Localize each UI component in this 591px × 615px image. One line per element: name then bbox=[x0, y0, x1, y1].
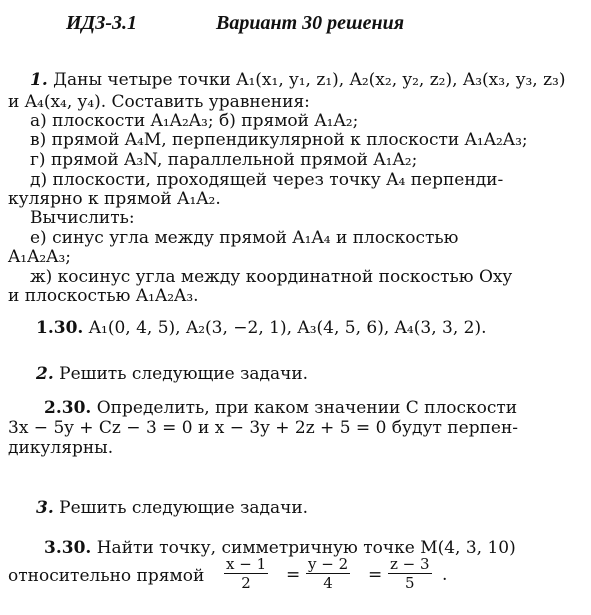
task1-line-5: г) прямой A₃N, параллельной прямой A₁A₂; bbox=[30, 150, 418, 170]
task1-line-11: ж) косинус угла между координатной поскостью Oxy bbox=[30, 267, 513, 287]
equals-sign-1: = bbox=[286, 565, 301, 585]
fraction-y-numerator: y − 2 bbox=[308, 555, 349, 573]
task1-line-2: и A₄(x₄, y₄). Составить уравнения: bbox=[8, 92, 310, 112]
header-variant: Вариант 30 решения bbox=[216, 12, 405, 34]
equals-sign-2: = bbox=[368, 565, 383, 585]
fraction-x bbox=[224, 555, 268, 592]
task1-line-4: в) прямой A₄M, перпендикулярной к плоскости A₁A₂A₃; bbox=[30, 130, 528, 150]
task2-line-3: дикулярны. bbox=[8, 438, 114, 458]
fraction-y-denominator: 4 bbox=[323, 574, 333, 592]
fraction-x-denominator: 2 bbox=[241, 574, 251, 592]
task1-variant bbox=[36, 318, 486, 338]
task2-line-1 bbox=[44, 398, 517, 418]
task3-line-2-prefix: относительно прямой bbox=[8, 566, 205, 586]
task3-number: 3. bbox=[36, 498, 54, 518]
task2-text-1: Определить, при каком значении C плоскости bbox=[96, 398, 518, 418]
task1-line-1 bbox=[30, 70, 566, 90]
task1-variant-number: 1.30. bbox=[36, 318, 84, 338]
task2-variant-number: 2.30. bbox=[44, 398, 92, 418]
task1-line-7: кулярно к прямой A₁A₂. bbox=[8, 189, 221, 209]
task1-variant-text: A₁(0, 4, 5), A₂(3, −2, 1), A₃(4, 5, 6), A₄(3, 3, 2). bbox=[88, 318, 487, 338]
task1-text-1: Даны четыре точки A₁(x₁, y₁, z₁), A₂(x₂, y₂, z₂), A₃(x₃, y₃, z₃) bbox=[53, 70, 566, 90]
task2-heading-line bbox=[36, 364, 308, 384]
fraction-y bbox=[306, 555, 350, 592]
task3-variant-number: 3.30. bbox=[44, 538, 92, 558]
fraction-x-numerator: x − 1 bbox=[226, 555, 267, 573]
task1-line-12: и плоскостью A₁A₂A₃. bbox=[8, 286, 199, 306]
fraction-z-numerator: z − 3 bbox=[390, 555, 430, 573]
task2-heading: Решить следующие задачи. bbox=[59, 364, 309, 384]
task1-line-10: A₁A₂A₃; bbox=[8, 247, 72, 267]
task3-heading-line bbox=[36, 498, 308, 518]
fraction-z bbox=[388, 555, 432, 592]
task2-line-2: 3x − 5y + Cz − 3 = 0 и x − 3y + 2z + 5 = 0 будут перпен- bbox=[8, 418, 519, 438]
final-period: . bbox=[442, 565, 448, 585]
task1-line-6: д) плоскости, проходящей через точку A₄ перпенди- bbox=[30, 170, 504, 190]
task1-line-8: Вычислить: bbox=[30, 208, 135, 228]
task3-line-1 bbox=[44, 538, 516, 558]
task2-number: 2. bbox=[36, 364, 54, 384]
task1-line-9: е) синус угла между прямой A₁A₄ и плоскостью bbox=[30, 228, 459, 248]
task3-heading: Решить следующие задачи. bbox=[59, 498, 309, 518]
task3-text-1: Найти точку, симметричную точке M(4, 3, 10) bbox=[96, 538, 516, 558]
task1-number: 1. bbox=[30, 70, 48, 90]
task1-line-3: а) плоскости A₁A₂A₃; б) прямой A₁A₂; bbox=[30, 111, 359, 131]
fraction-z-denominator: 5 bbox=[405, 574, 415, 592]
header-title: ИДЗ-3.1 bbox=[66, 12, 138, 34]
